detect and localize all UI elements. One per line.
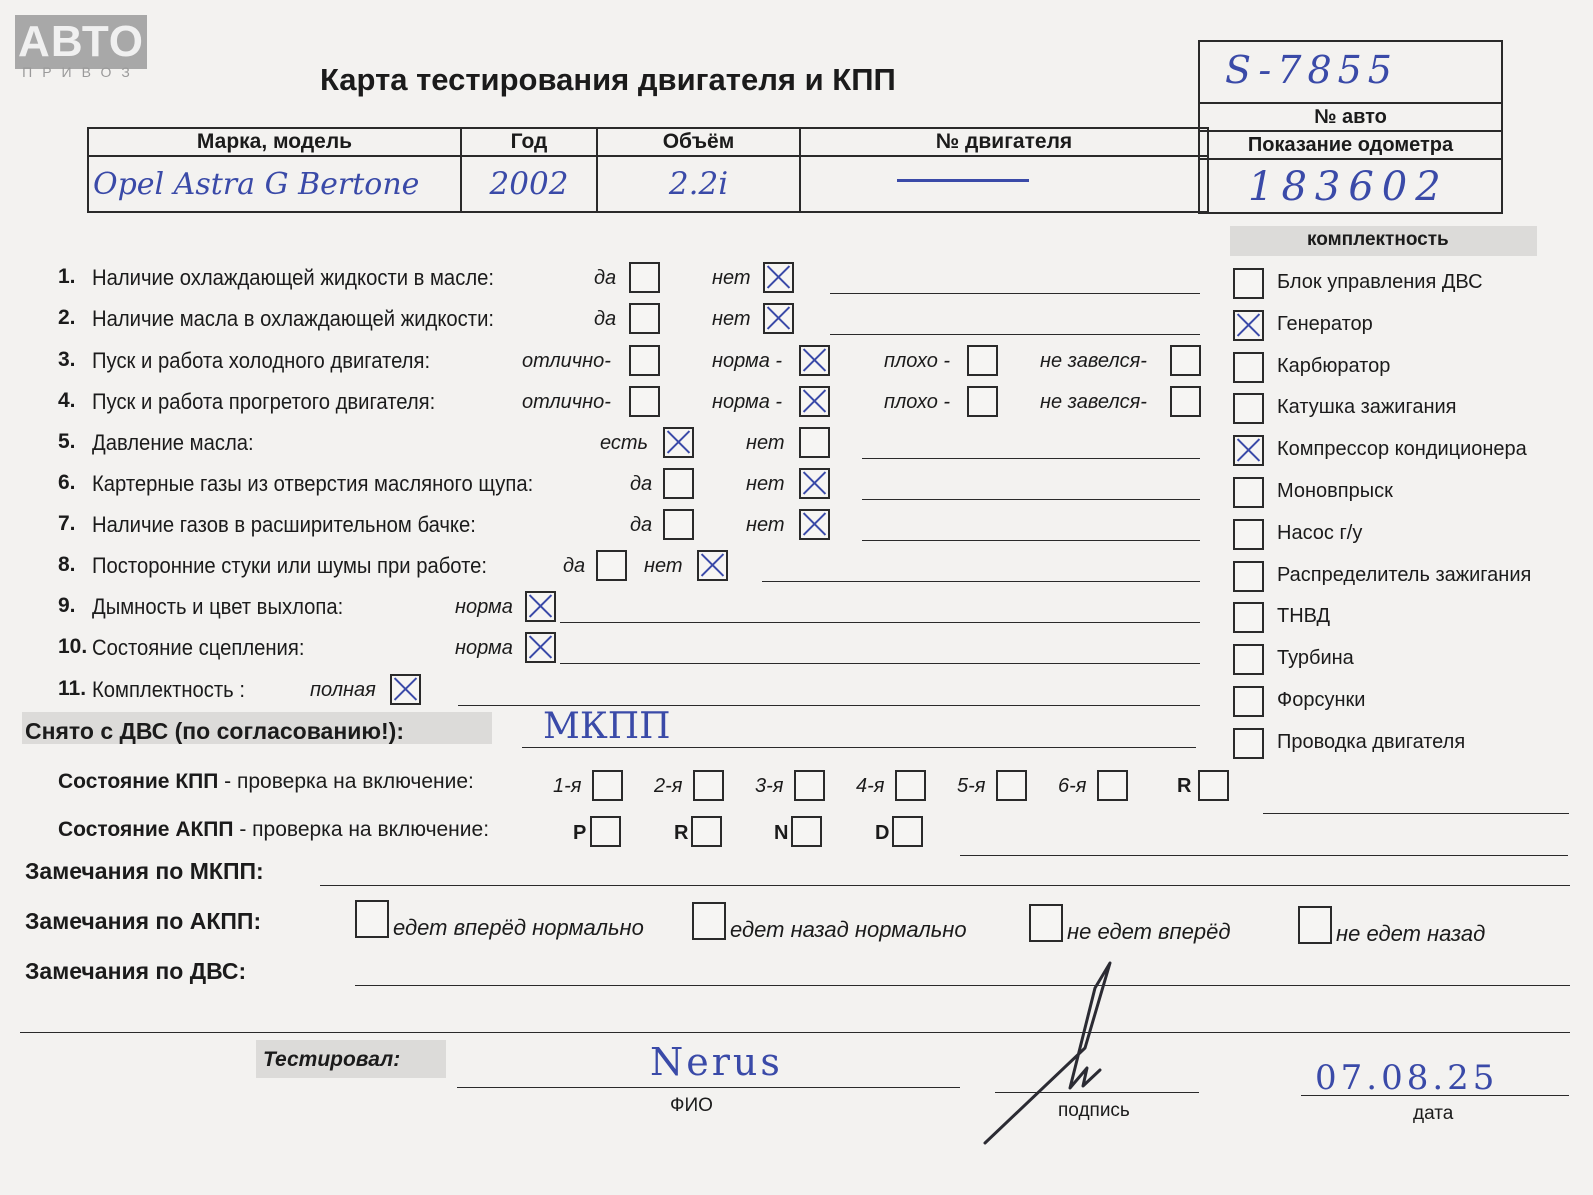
question-option-checkbox[interactable] — [596, 550, 627, 581]
question-text: Картерные газы из отверстия масляного щупа: — [92, 471, 534, 496]
kpp-gear-label: 3-я — [755, 775, 784, 797]
akpp-remark-label: едет вперёд нормально — [393, 915, 644, 940]
kpp-gear-checkbox[interactable] — [592, 770, 623, 801]
akpp-remark-checkbox[interactable] — [355, 900, 389, 938]
kit-checkbox[interactable] — [1233, 310, 1264, 341]
remarks-mkpp-line — [320, 885, 1570, 886]
question-option-label: полная — [310, 679, 376, 701]
kit-item-label: Генератор — [1277, 312, 1373, 335]
akpp-remark-checkbox[interactable] — [1298, 906, 1332, 944]
tested-label: Тестировал: — [263, 1048, 401, 1071]
question-note-line — [862, 499, 1200, 500]
question-option-checkbox[interactable] — [967, 386, 998, 417]
question-text: Состояние сцепления: — [92, 635, 305, 660]
akpp-mode-label: R — [674, 822, 689, 844]
engine-number-label: № двигателя — [800, 128, 1208, 156]
question-text: Пуск и работа прогретого двигателя: — [92, 389, 436, 414]
question-option-checkbox[interactable] — [763, 262, 794, 293]
question-text: Наличие газов в расширительном бачке: — [92, 512, 476, 537]
question-option-checkbox[interactable] — [629, 262, 660, 293]
kit-checkbox[interactable] — [1233, 686, 1264, 717]
question-option-label: плохо - — [884, 391, 951, 413]
plate-odometer-block — [1198, 40, 1503, 214]
question-option-checkbox[interactable] — [967, 345, 998, 376]
kpp-gear-checkbox[interactable] — [895, 770, 926, 801]
kit-checkbox[interactable] — [1233, 519, 1264, 550]
kpp-gear-checkbox[interactable] — [1097, 770, 1128, 801]
question-option-label: норма — [455, 596, 513, 618]
logo: АВТО — [15, 15, 147, 69]
question-number: 9. — [58, 594, 76, 617]
question-option-label: да — [563, 555, 586, 577]
question-number: 4. — [58, 389, 76, 412]
kpp-label-rest: - проверка на включение: — [218, 770, 474, 793]
engine-number-value — [800, 156, 1208, 212]
kpp-gear-label: 6-я — [1058, 775, 1087, 797]
question-option-label: да — [594, 267, 617, 289]
page-title: Карта тестирования двигателя и КПП — [320, 62, 896, 97]
kpp-gear-checkbox[interactable] — [794, 770, 825, 801]
question-text: Комплектность : — [92, 677, 245, 702]
question-option-label: есть — [600, 432, 649, 454]
question-number: 5. — [58, 430, 76, 453]
kit-item-label: Турбина — [1277, 647, 1354, 670]
date-caption: дата — [1413, 1103, 1454, 1124]
akpp-remark-checkbox[interactable] — [1029, 904, 1063, 942]
kit-item-label: Распределитель зажигания — [1277, 563, 1532, 586]
kit-item-label: Блок управления ДВС — [1277, 271, 1483, 293]
kpp-line — [1263, 813, 1569, 814]
question-option-label: отлично- — [522, 391, 611, 413]
kit-title: комплектность — [1307, 229, 1449, 250]
odometer-label: Показание одометра — [1200, 130, 1501, 158]
question-option-checkbox[interactable] — [799, 468, 830, 499]
question-option-checkbox[interactable] — [1170, 386, 1201, 417]
question-text: Пуск и работа холодного двигателя: — [92, 348, 431, 373]
question-option-checkbox[interactable] — [390, 674, 421, 705]
question-number: 10. — [58, 635, 88, 658]
kit-item-label: Насос г/у — [1277, 521, 1363, 544]
kpp-label-bold: Состояние КПП — [58, 770, 219, 793]
make-value: Opel Astra G Bertone — [88, 156, 461, 212]
question-number: 1. — [58, 265, 76, 288]
question-option-checkbox[interactable] — [799, 386, 830, 417]
question-option-label: нет — [712, 267, 751, 289]
kit-item-label: ТНВД — [1277, 605, 1331, 628]
vehicle-header-table — [87, 127, 1209, 213]
kpp-gear-label: 5-я — [957, 775, 986, 797]
signature-caption: подпись — [1058, 1100, 1130, 1121]
question-option-checkbox[interactable] — [663, 427, 694, 458]
question-option-label: отлично- — [522, 350, 611, 372]
question-option-label: нет — [644, 555, 683, 577]
kpp-gear-label: R — [1177, 775, 1192, 797]
make-label: Марка, модель — [88, 128, 461, 156]
kpp-gear-label: 1-я — [553, 775, 582, 797]
akpp-label-rest: - проверка на включение: — [233, 818, 490, 841]
question-option-label: да — [594, 308, 617, 330]
kit-checkbox[interactable] — [1233, 435, 1264, 466]
akpp-mode-label: D — [875, 822, 890, 844]
kit-item-label: Катушка зажигания — [1277, 396, 1457, 419]
akpp-label — [58, 818, 489, 842]
kit-item-label: Карбюратор — [1277, 354, 1391, 377]
question-option-label: не завелся- — [1040, 391, 1147, 413]
kit-item-label: Форсунки — [1277, 689, 1366, 711]
kpp-label — [58, 770, 474, 794]
name-caption: ФИО — [670, 1095, 713, 1116]
question-option-checkbox[interactable] — [629, 386, 660, 417]
question-note-line — [560, 622, 1200, 623]
kit-checkbox[interactable] — [1233, 561, 1264, 592]
question-note-line — [560, 663, 1200, 664]
akpp-remark-label: не едет назад — [1336, 921, 1486, 946]
date-value: 07.08.25 — [1315, 1058, 1499, 1098]
removed-value: МКПП — [543, 706, 671, 747]
question-option-checkbox[interactable] — [763, 303, 794, 334]
kpp-gear-checkbox[interactable] — [1198, 770, 1229, 801]
question-option-label: плохо - — [884, 350, 951, 372]
question-option-label: не завелся- — [1040, 350, 1147, 372]
remarks-dvs-label: Замечания по ДВС: — [25, 958, 247, 984]
kpp-gear-checkbox[interactable] — [996, 770, 1027, 801]
question-option-label: нет — [746, 473, 785, 495]
akpp-mode-label: P — [573, 822, 587, 844]
removed-line — [522, 747, 1196, 748]
akpp-remark-label: не едет вперёд — [1067, 919, 1231, 944]
kit-item-label: Моновпрыск — [1277, 480, 1393, 502]
question-option-label: нет — [746, 432, 785, 454]
question-note-line — [830, 334, 1200, 335]
akpp-mode-checkbox[interactable] — [892, 816, 923, 847]
remarks-mkpp-label: Замечания по МКПП: — [25, 858, 264, 884]
question-note-line — [862, 458, 1200, 459]
question-option-checkbox[interactable] — [629, 303, 660, 334]
volume-label: Объём — [597, 128, 800, 156]
volume-value: 2.2i — [597, 156, 800, 212]
question-option-checkbox[interactable] — [663, 468, 694, 499]
question-option-label: да — [630, 514, 653, 536]
question-option-checkbox[interactable] — [697, 550, 728, 581]
logo-subtitle: ПРИВОЗ — [22, 64, 140, 80]
question-option-label: нет — [712, 308, 751, 330]
question-number: 6. — [58, 471, 76, 494]
question-option-label: да — [630, 473, 653, 495]
question-note-line — [762, 581, 1200, 582]
question-text: Посторонние стуки или шумы при работе: — [92, 553, 488, 578]
remarks-extra-line — [20, 1032, 1570, 1033]
question-number: 3. — [58, 348, 76, 371]
question-text: Давление масла: — [92, 430, 254, 455]
name-value: Nerus — [650, 1040, 783, 1084]
question-option-label: норма — [455, 637, 513, 659]
question-option-label: нет — [746, 514, 785, 536]
akpp-line — [960, 855, 1568, 856]
question-note-line — [830, 293, 1200, 294]
kit-checkbox[interactable] — [1233, 728, 1264, 759]
kit-checkbox[interactable] — [1233, 393, 1264, 424]
remarks-akpp-label: Замечания по АКПП: — [25, 908, 262, 934]
removed-label: Снято с ДВС (по согласованию!): — [25, 718, 404, 744]
odometer-value: 183602 — [1248, 164, 1449, 210]
question-option-checkbox[interactable] — [525, 591, 556, 622]
year-value: 2002 — [461, 156, 597, 212]
name-line — [457, 1087, 960, 1088]
question-number: 11. — [58, 677, 87, 700]
akpp-remark-checkbox[interactable] — [692, 902, 726, 940]
kpp-gear-checkbox[interactable] — [693, 770, 724, 801]
remarks-dvs-line — [355, 985, 1570, 986]
akpp-mode-label: N — [774, 822, 789, 844]
year-label: Год — [461, 128, 597, 156]
question-text: Наличие масла в охлаждающей жидкости: — [92, 306, 495, 331]
question-option-checkbox[interactable] — [799, 345, 830, 376]
kit-checkbox[interactable] — [1233, 644, 1264, 675]
akpp-mode-checkbox[interactable] — [791, 816, 822, 847]
question-number: 2. — [58, 306, 76, 329]
question-option-checkbox[interactable] — [663, 509, 694, 540]
akpp-mode-checkbox[interactable] — [691, 816, 722, 847]
question-text: Дымность и цвет выхлопа: — [92, 594, 344, 619]
akpp-remark-label: едет назад нормально — [730, 917, 967, 942]
question-option-label: норма - — [712, 350, 783, 372]
question-option-checkbox[interactable] — [799, 427, 830, 458]
kit-checkbox[interactable] — [1233, 477, 1264, 508]
question-option-checkbox[interactable] — [525, 632, 556, 663]
question-text: Наличие охлаждающей жидкости в масле: — [92, 265, 495, 290]
kit-item-label: Компрессор кондиционера — [1277, 438, 1527, 461]
question-number: 8. — [58, 553, 76, 576]
akpp-mode-checkbox[interactable] — [590, 816, 621, 847]
question-option-label: норма - — [712, 391, 783, 413]
kit-item-label: Проводка двигателя — [1277, 730, 1466, 753]
plate-label: № авто — [1200, 102, 1501, 130]
kpp-gear-label: 2-я — [654, 775, 683, 797]
question-note-line — [862, 540, 1200, 541]
signature-line — [995, 1092, 1199, 1093]
question-option-checkbox[interactable] — [629, 345, 660, 376]
akpp-label-bold: Состояние АКПП — [58, 818, 234, 841]
kit-checkbox[interactable] — [1233, 268, 1264, 299]
question-option-checkbox[interactable] — [1170, 345, 1201, 376]
plate-value: S-7855 — [1225, 48, 1398, 92]
kit-checkbox[interactable] — [1233, 602, 1264, 633]
date-line — [1301, 1095, 1569, 1096]
question-option-checkbox[interactable] — [799, 509, 830, 540]
kpp-gear-label: 4-я — [856, 775, 885, 797]
kit-checkbox[interactable] — [1233, 352, 1264, 383]
question-number: 7. — [58, 512, 76, 535]
